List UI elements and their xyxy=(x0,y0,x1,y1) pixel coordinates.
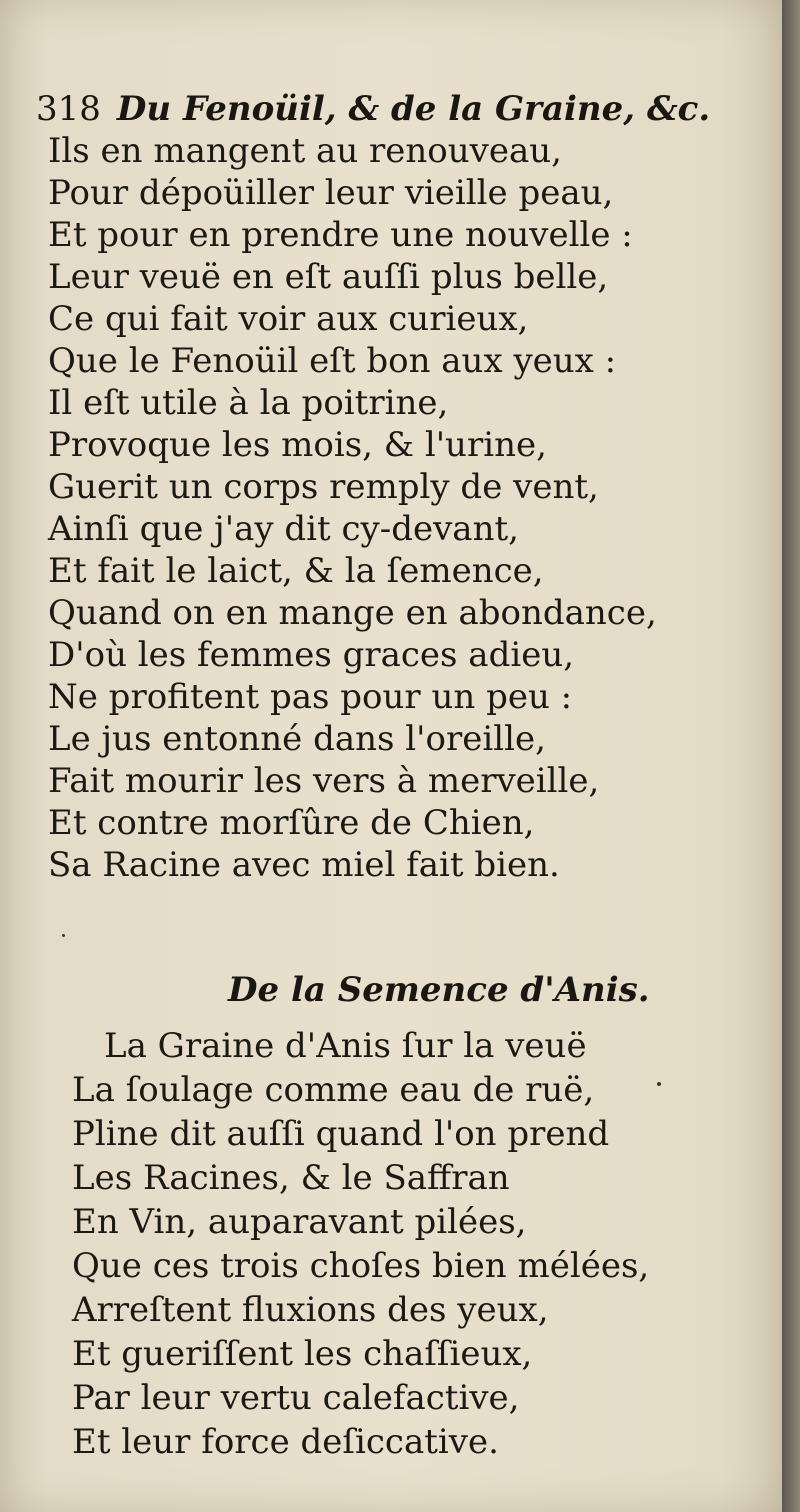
verse-line: Et pour en prendre une nouvelle : xyxy=(48,215,633,255)
section-title: De la Semence d'Anis. xyxy=(228,970,650,1010)
page-number: 318 xyxy=(36,89,101,129)
verse-line: Guerit un corps remply de vent, xyxy=(48,467,599,507)
verse-line: Il eſt utile à la poitrine, xyxy=(48,383,449,423)
verse-line: La ſoulage comme eau de ruë, xyxy=(72,1070,595,1110)
verse-line: Arreſtent fluxions des yeux, xyxy=(72,1290,549,1330)
verse-line: D'où les femmes graces adieu, xyxy=(48,635,575,675)
verse-line: Ainſi que j'ay dit cy-devant, xyxy=(48,509,519,549)
verse-line: Les Racines, & le Saffran xyxy=(72,1158,510,1198)
running-title: Du Fenoüil, & de la Graine, &c. xyxy=(116,89,711,129)
page-edge xyxy=(782,0,800,1512)
verse-line: Fait mourir les vers à merveille, xyxy=(48,761,600,801)
verse-line: Pour dépoüiller leur vieille peau, xyxy=(48,173,614,213)
verse-line: Et gueriſſent les chaſſieux, xyxy=(72,1334,533,1374)
verse-line: Et contre morſûre de Chien, xyxy=(48,803,535,843)
verse-line: Par leur vertu calefactive, xyxy=(72,1378,520,1418)
verse-line: Provoque les mois, & l'urine, xyxy=(48,425,547,465)
verse-line: Que ces trois choſes bien mélées, xyxy=(72,1246,650,1286)
page-header xyxy=(36,84,711,134)
verse-fennel xyxy=(48,130,688,886)
verse-line: Le jus entonné dans l'oreille, xyxy=(48,719,546,759)
verse-line: Ils en mangent au renouveau, xyxy=(48,131,562,171)
verse-line: Sa Racine avec miel fait bien. xyxy=(48,845,560,885)
verse-anise xyxy=(72,1024,712,1464)
verse-line: Et fait le laict, & la ſemence, xyxy=(48,551,544,591)
verse-line: Leur veuë en eſt auſſi plus belle, xyxy=(48,257,609,297)
verse-line: Pline dit auſſi quand l'on prend xyxy=(72,1114,610,1154)
verse-line: Que le Fenoüil eſt bon aux yeux : xyxy=(48,341,617,381)
verse-line: La Graine d'Anis ſur la veuë xyxy=(104,1026,587,1066)
verse-line: Ce qui fait voir aux curieux, xyxy=(48,299,529,339)
verse-line: Quand on en mange en abondance, xyxy=(48,593,657,633)
verse-line: Et leur force deſiccative. xyxy=(72,1422,499,1462)
verse-line: Ne profitent pas pour un peu : xyxy=(48,677,573,717)
ink-speck xyxy=(657,1082,661,1086)
ink-speck xyxy=(62,934,65,937)
verse-line: En Vin, auparavant pilées, xyxy=(72,1202,527,1242)
